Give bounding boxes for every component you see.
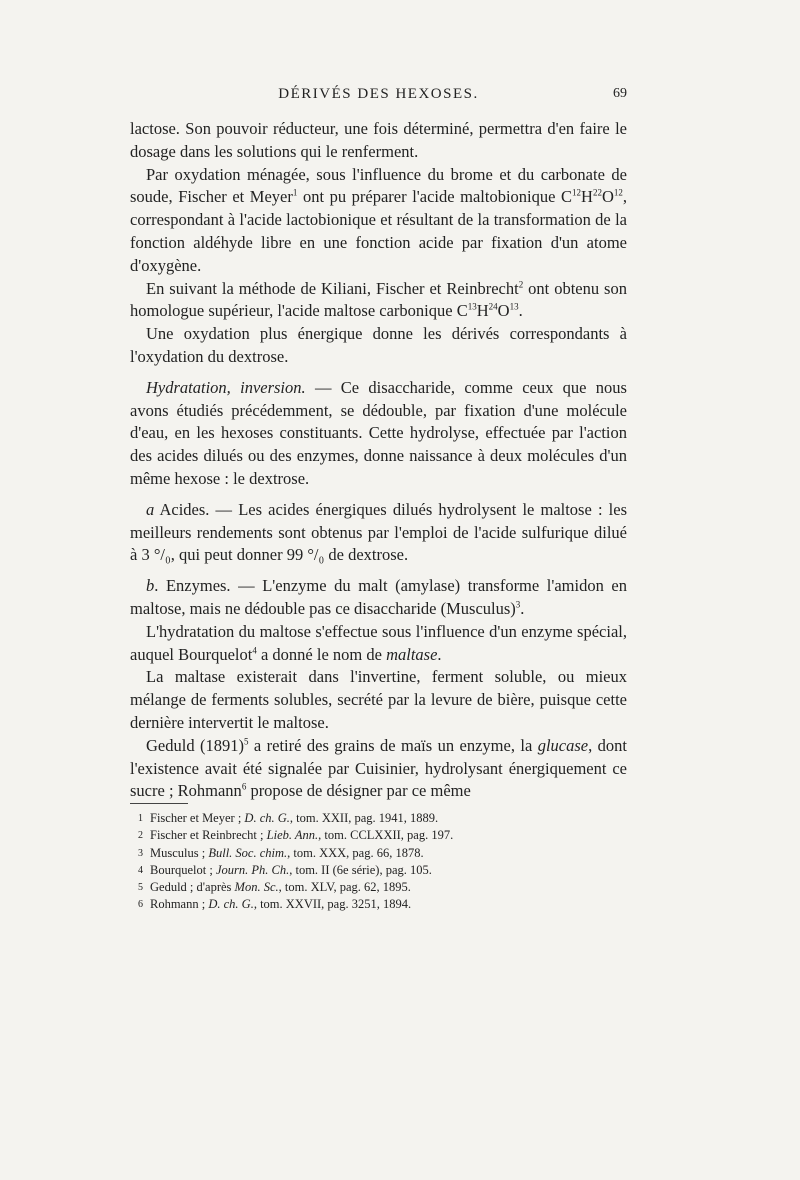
paragraph: La maltase existerait dans l'invertine, ferment soluble, ou mieux mélange de ferments solubles, secrété par la levure de bière, puisque cette dernière intervertit le maltose. — [130, 667, 627, 732]
paragraph: L'hydratation du maltose s'effectue sous l'influence d'un enzyme spécial, auquel Bourquelot$^4$ a donné le nom de maltase. — [130, 621, 627, 664]
formula-index: 13 — [509, 301, 519, 312]
paragraph: En suivant la méthode de Kiliani, Fischer et Reinbrecht$^2$ ont obtenu son homologue supérieur, l'acide maltose carbonique $C^{13}H^{24}O^{13}$. — [130, 278, 627, 321]
body-text — [130, 118, 627, 803]
footnote: 3 Musculus ; Bull. Soc. chim., tom. XXX, pag. 66, 1878. — [138, 845, 424, 860]
formula-index: 12 — [613, 187, 623, 198]
footnote-divider — [130, 803, 188, 804]
page-header — [130, 86, 627, 110]
footnote: 2 Fischer et Reinbrecht ; Lieb. Ann., tom. CCLXXII, pag. 197. — [138, 828, 454, 843]
paragraph: Une oxydation plus énergique donne les dérivés correspondants à l'oxydation du dextrose. — [130, 324, 627, 366]
footnote: 5 Geduld ; d'après Mon. Sc., tom. XLV, pag. 62, 1895. — [138, 880, 411, 895]
footnote-ref: 2 — [518, 279, 524, 290]
footnotes — [138, 810, 618, 914]
list-label: b — [146, 576, 155, 596]
paragraph: b. Enzymes. — L'enzyme du malt (amylase) transforme l'amidon en maltose, mais ne dédouble pas ce disaccharide (Musculus)$^3$. — [130, 576, 627, 618]
paragraph: Par oxydation ménagée, sous l'influence du brome et du carbonate de soude, Fischer et Meyer$^1$ ont pu préparer l'acide maltobionique $C^{12}H^{22}O^{12}$, correspondant à l'acide lactobionique et résultant de la transformation de la fonction aldéhyde libre en une fonction acide par fixation d'un atome d'oxygène. — [130, 164, 627, 275]
list-label: a — [146, 499, 155, 519]
footnote-ref: 1 — [292, 187, 298, 198]
formula-index: 13 — [467, 301, 477, 312]
footnote: 4 Bourquelot ; Journ. Ph. Ch., tom. II (6e série), pag. 105. — [138, 862, 432, 877]
paragraph: Hydratation, inversion. — Ce disaccharide, comme ceux que nous avons étudiés précédemment, se dédouble, par fixation d'une molécule d'eau, en les hexoses constituants. Cette hydrolyse, effectuée par l'action des acides dilués ou des enzymes, donne naissance à deux molécules d'un même hexose : le dextrose. — [130, 377, 627, 488]
footnote: 6 Rohmann ; D. ch. G., tom. XXVII, pag. 3251, 1894. — [138, 897, 412, 912]
footnote-ref: 3 — [515, 599, 521, 610]
section-heading: Hydratation, inversion. — [146, 377, 306, 397]
footnote-ref: 4 — [252, 645, 257, 656]
paragraph: Geduld $(1891)^5$ a retiré des grains de maïs un enzyme, la glucase, dont l'existence avait été signalée par Cuisinier, hydrolysant énergiquement ce sucre ; Rohmann$^6$ propose de désigner par ce même — [130, 735, 627, 801]
paragraph: lactose. Son pouvoir réducteur, une fois déterminé, permettra d'en faire le dosage dans les solutions qui le renferment. — [130, 119, 627, 161]
running-title: DÉRIVÉS DES HEXOSES. — [278, 86, 479, 102]
formula-index: 24 — [488, 301, 498, 312]
footnote: 1 Fischer et Meyer ; D. ch. G., tom. XXII, pag. 1941, 1889. — [138, 811, 439, 825]
page-number: 69 — [613, 86, 627, 101]
formula-index: 22 — [592, 187, 602, 198]
footnote-ref: 6 — [241, 781, 247, 792]
paragraph: a Acides. — Les acides énergiques dilués hydrolysent le maltose : les meilleurs rendements sont obtenus par l'emploi de l'acide sulfurique dilué à 3 °/₀, qui peut donner 99 °/₀ de dextrose. — [130, 499, 627, 565]
footnote-ref: 5 — [243, 736, 249, 747]
formula-index: 12 — [572, 187, 582, 198]
